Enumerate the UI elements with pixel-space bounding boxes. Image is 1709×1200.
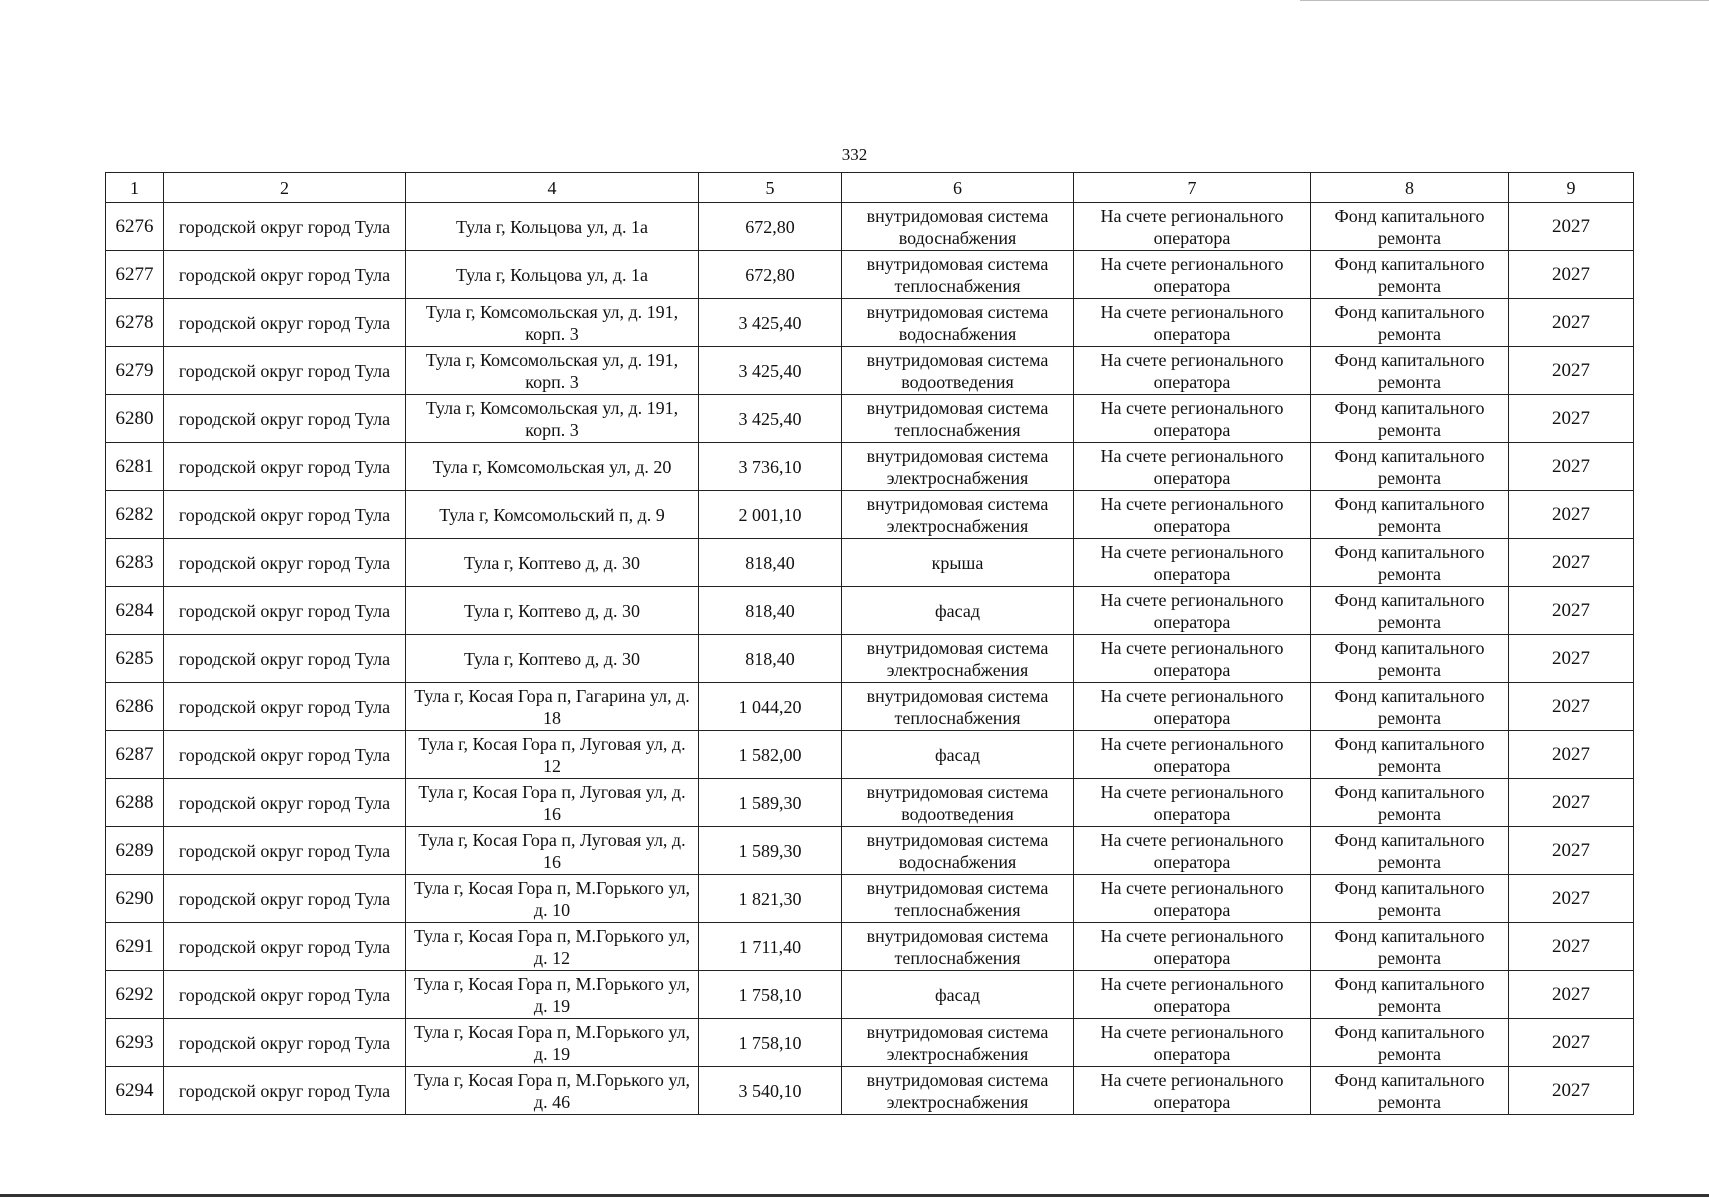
funding-source-cell: Фонд капитального ремонта xyxy=(1311,587,1509,635)
municipality-cell: городской округ город Тула xyxy=(164,779,406,827)
funding-source-cell: Фонд капитального ремонта xyxy=(1311,875,1509,923)
row-number: 6282 xyxy=(106,491,164,539)
year-cell: 2027 xyxy=(1509,779,1634,827)
table-row xyxy=(106,683,1634,731)
work-type-cell: внутридомовая система электроснабжения xyxy=(842,443,1074,491)
address-cell: Тула г, Косая Гора п, М.Горького ул, д. 19 xyxy=(406,971,699,1019)
municipality-cell: городской округ город Тула xyxy=(164,1067,406,1115)
top-scan-rule xyxy=(1300,0,1709,1)
funding-source-cell: Фонд капитального ремонта xyxy=(1311,731,1509,779)
column-header: 4 xyxy=(406,173,699,203)
fund-account-cell: На счете регионального оператора xyxy=(1074,347,1311,395)
municipality-cell: городской округ город Тула xyxy=(164,251,406,299)
area-cell: 3 425,40 xyxy=(699,299,842,347)
area-cell: 1 044,20 xyxy=(699,683,842,731)
year-cell: 2027 xyxy=(1509,347,1634,395)
table-row xyxy=(106,491,1634,539)
row-number: 6284 xyxy=(106,587,164,635)
municipality-cell: городской округ город Тула xyxy=(164,827,406,875)
row-number: 6289 xyxy=(106,827,164,875)
funding-source-cell: Фонд капитального ремонта xyxy=(1311,443,1509,491)
year-cell: 2027 xyxy=(1509,875,1634,923)
table-row xyxy=(106,827,1634,875)
column-header: 9 xyxy=(1509,173,1634,203)
area-cell: 818,40 xyxy=(699,539,842,587)
area-cell: 3 425,40 xyxy=(699,395,842,443)
fund-account-cell: На счете регионального оператора xyxy=(1074,875,1311,923)
work-type-cell: внутридомовая система водоснабжения xyxy=(842,827,1074,875)
address-cell: Тула г, Комсомольский п, д. 9 xyxy=(406,491,699,539)
funding-source-cell: Фонд капитального ремонта xyxy=(1311,1067,1509,1115)
fund-account-cell: На счете регионального оператора xyxy=(1074,491,1311,539)
table-row xyxy=(106,635,1634,683)
table-row xyxy=(106,731,1634,779)
fund-account-cell: На счете регионального оператора xyxy=(1074,1019,1311,1067)
fund-account-cell: На счете регионального оператора xyxy=(1074,587,1311,635)
work-type-cell: внутридомовая система теплоснабжения xyxy=(842,923,1074,971)
table-row xyxy=(106,1019,1634,1067)
column-header: 8 xyxy=(1311,173,1509,203)
municipality-cell: городской округ город Тула xyxy=(164,491,406,539)
address-cell: Тула г, Косая Гора п, Гагарина ул, д. 18 xyxy=(406,683,699,731)
funding-source-cell: Фонд капитального ремонта xyxy=(1311,347,1509,395)
address-cell: Тула г, Косая Гора п, Луговая ул, д. 12 xyxy=(406,731,699,779)
address-cell: Тула г, Комсомольская ул, д. 191, корп. 3 xyxy=(406,395,699,443)
fund-account-cell: На счете регионального оператора xyxy=(1074,443,1311,491)
fund-account-cell: На счете регионального оператора xyxy=(1074,203,1311,251)
year-cell: 2027 xyxy=(1509,1067,1634,1115)
table-row xyxy=(106,1067,1634,1115)
address-cell: Тула г, Косая Гора п, М.Горького ул, д. 10 xyxy=(406,875,699,923)
row-number: 6287 xyxy=(106,731,164,779)
address-cell: Тула г, Косая Гора п, М.Горького ул, д. 19 xyxy=(406,1019,699,1067)
year-cell: 2027 xyxy=(1509,299,1634,347)
fund-account-cell: На счете регионального оператора xyxy=(1074,251,1311,299)
fund-account-cell: На счете регионального оператора xyxy=(1074,395,1311,443)
row-number: 6279 xyxy=(106,347,164,395)
municipality-cell: городской округ город Тула xyxy=(164,971,406,1019)
page-number: 332 xyxy=(841,145,868,164)
row-number: 6276 xyxy=(106,203,164,251)
table-row xyxy=(106,203,1634,251)
funding-source-cell: Фонд капитального ремонта xyxy=(1311,971,1509,1019)
table-row xyxy=(106,923,1634,971)
funding-source-cell: Фонд капитального ремонта xyxy=(1311,635,1509,683)
work-type-cell: внутридомовая система водоснабжения xyxy=(842,299,1074,347)
column-header: 6 xyxy=(842,173,1074,203)
year-cell: 2027 xyxy=(1509,203,1634,251)
table-row xyxy=(106,443,1634,491)
work-type-cell: внутридомовая система водоотведения xyxy=(842,779,1074,827)
row-number: 6290 xyxy=(106,875,164,923)
municipality-cell: городской округ город Тула xyxy=(164,347,406,395)
area-cell: 672,80 xyxy=(699,251,842,299)
address-cell: Тула г, Косая Гора п, М.Горького ул, д. 46 xyxy=(406,1067,699,1115)
address-cell: Тула г, Кольцова ул, д. 1а xyxy=(406,251,699,299)
address-cell: Тула г, Комсомольская ул, д. 191, корп. 3 xyxy=(406,299,699,347)
table-row xyxy=(106,299,1634,347)
funding-source-cell: Фонд капитального ремонта xyxy=(1311,1019,1509,1067)
funding-source-cell: Фонд капитального ремонта xyxy=(1311,395,1509,443)
fund-account-cell: На счете регионального оператора xyxy=(1074,683,1311,731)
fund-account-cell: На счете регионального оператора xyxy=(1074,779,1311,827)
fund-account-cell: На счете регионального оператора xyxy=(1074,923,1311,971)
funding-source-cell: Фонд капитального ремонта xyxy=(1311,251,1509,299)
work-type-cell: фасад xyxy=(842,587,1074,635)
table-row xyxy=(106,971,1634,1019)
row-number: 6281 xyxy=(106,443,164,491)
municipality-cell: городской округ город Тула xyxy=(164,539,406,587)
fund-account-cell: На счете регионального оператора xyxy=(1074,299,1311,347)
work-type-cell: внутридомовая система электроснабжения xyxy=(842,1067,1074,1115)
row-number: 6280 xyxy=(106,395,164,443)
work-type-cell: крыша xyxy=(842,539,1074,587)
fund-account-cell: На счете регионального оператора xyxy=(1074,539,1311,587)
address-cell: Тула г, Коптево д, д. 30 xyxy=(406,587,699,635)
municipality-cell: городской округ город Тула xyxy=(164,731,406,779)
year-cell: 2027 xyxy=(1509,827,1634,875)
table-row xyxy=(106,779,1634,827)
column-header: 7 xyxy=(1074,173,1311,203)
table-row xyxy=(106,587,1634,635)
column-header: 2 xyxy=(164,173,406,203)
work-type-cell: фасад xyxy=(842,731,1074,779)
area-cell: 1 589,30 xyxy=(699,779,842,827)
area-cell: 3 540,10 xyxy=(699,1067,842,1115)
year-cell: 2027 xyxy=(1509,731,1634,779)
row-number: 6292 xyxy=(106,971,164,1019)
funding-source-cell: Фонд капитального ремонта xyxy=(1311,203,1509,251)
year-cell: 2027 xyxy=(1509,635,1634,683)
column-number-row xyxy=(106,173,1634,203)
work-type-cell: внутридомовая система электроснабжения xyxy=(842,491,1074,539)
row-number: 6288 xyxy=(106,779,164,827)
work-type-cell: фасад xyxy=(842,971,1074,1019)
area-cell: 3 425,40 xyxy=(699,347,842,395)
address-cell: Тула г, Комсомольская ул, д. 20 xyxy=(406,443,699,491)
work-type-cell: внутридомовая система электроснабжения xyxy=(842,1019,1074,1067)
table-row xyxy=(106,251,1634,299)
row-number: 6291 xyxy=(106,923,164,971)
municipality-cell: городской округ город Тула xyxy=(164,923,406,971)
funding-source-cell: Фонд капитального ремонта xyxy=(1311,923,1509,971)
table-row xyxy=(106,347,1634,395)
fund-account-cell: На счете регионального оператора xyxy=(1074,971,1311,1019)
address-cell: Тула г, Косая Гора п, М.Горького ул, д. 12 xyxy=(406,923,699,971)
row-number: 6277 xyxy=(106,251,164,299)
year-cell: 2027 xyxy=(1509,443,1634,491)
fund-account-cell: На счете регионального оператора xyxy=(1074,827,1311,875)
municipality-cell: городской округ город Тула xyxy=(164,203,406,251)
address-cell: Тула г, Комсомольская ул, д. 191, корп. 3 xyxy=(406,347,699,395)
address-cell: Тула г, Коптево д, д. 30 xyxy=(406,539,699,587)
year-cell: 2027 xyxy=(1509,539,1634,587)
area-cell: 1 589,30 xyxy=(699,827,842,875)
funding-source-cell: Фонд капитального ремонта xyxy=(1311,683,1509,731)
area-cell: 818,40 xyxy=(699,635,842,683)
row-number: 6285 xyxy=(106,635,164,683)
address-cell: Тула г, Коптево д, д. 30 xyxy=(406,635,699,683)
funding-source-cell: Фонд капитального ремонта xyxy=(1311,827,1509,875)
row-number: 6294 xyxy=(106,1067,164,1115)
year-cell: 2027 xyxy=(1509,395,1634,443)
address-cell: Тула г, Кольцова ул, д. 1а xyxy=(406,203,699,251)
table-row xyxy=(106,539,1634,587)
year-cell: 2027 xyxy=(1509,1019,1634,1067)
municipality-cell: городской округ город Тула xyxy=(164,443,406,491)
row-number: 6283 xyxy=(106,539,164,587)
municipality-cell: городской округ город Тула xyxy=(164,587,406,635)
area-cell: 2 001,10 xyxy=(699,491,842,539)
municipality-cell: городской округ город Тула xyxy=(164,299,406,347)
row-number: 6293 xyxy=(106,1019,164,1067)
address-cell: Тула г, Косая Гора п, Луговая ул, д. 16 xyxy=(406,779,699,827)
fund-account-cell: На счете регионального оператора xyxy=(1074,635,1311,683)
table-row xyxy=(106,395,1634,443)
area-cell: 818,40 xyxy=(699,587,842,635)
work-type-cell: внутридомовая система теплоснабжения xyxy=(842,251,1074,299)
work-type-cell: внутридомовая система теплоснабжения xyxy=(842,875,1074,923)
column-header: 1 xyxy=(106,173,164,203)
work-type-cell: внутридомовая система электроснабжения xyxy=(842,635,1074,683)
area-cell: 672,80 xyxy=(699,203,842,251)
municipality-cell: городской округ город Тула xyxy=(164,875,406,923)
municipality-cell: городской округ город Тула xyxy=(164,683,406,731)
funding-source-cell: Фонд капитального ремонта xyxy=(1311,539,1509,587)
area-cell: 1 582,00 xyxy=(699,731,842,779)
year-cell: 2027 xyxy=(1509,971,1634,1019)
work-type-cell: внутридомовая система теплоснабжения xyxy=(842,683,1074,731)
area-cell: 1 758,10 xyxy=(699,1019,842,1067)
capital-repair-table xyxy=(105,172,1634,1115)
year-cell: 2027 xyxy=(1509,251,1634,299)
row-number: 6278 xyxy=(106,299,164,347)
address-cell: Тула г, Косая Гора п, Луговая ул, д. 16 xyxy=(406,827,699,875)
area-cell: 1 711,40 xyxy=(699,923,842,971)
funding-source-cell: Фонд капитального ремонта xyxy=(1311,491,1509,539)
work-type-cell: внутридомовая система теплоснабжения xyxy=(842,395,1074,443)
bottom-scan-rule xyxy=(0,1194,1709,1197)
table-row xyxy=(106,875,1634,923)
year-cell: 2027 xyxy=(1509,491,1634,539)
municipality-cell: городской округ город Тула xyxy=(164,1019,406,1067)
year-cell: 2027 xyxy=(1509,587,1634,635)
fund-account-cell: На счете регионального оператора xyxy=(1074,731,1311,779)
work-type-cell: внутридомовая система водоснабжения xyxy=(842,203,1074,251)
area-cell: 3 736,10 xyxy=(699,443,842,491)
municipality-cell: городской округ город Тула xyxy=(164,635,406,683)
fund-account-cell: На счете регионального оператора xyxy=(1074,1067,1311,1115)
year-cell: 2027 xyxy=(1509,923,1634,971)
column-header: 5 xyxy=(699,173,842,203)
work-type-cell: внутридомовая система водоотведения xyxy=(842,347,1074,395)
area-cell: 1 758,10 xyxy=(699,971,842,1019)
funding-source-cell: Фонд капитального ремонта xyxy=(1311,779,1509,827)
year-cell: 2027 xyxy=(1509,683,1634,731)
row-number: 6286 xyxy=(106,683,164,731)
municipality-cell: городской округ город Тула xyxy=(164,395,406,443)
area-cell: 1 821,30 xyxy=(699,875,842,923)
funding-source-cell: Фонд капитального ремонта xyxy=(1311,299,1509,347)
